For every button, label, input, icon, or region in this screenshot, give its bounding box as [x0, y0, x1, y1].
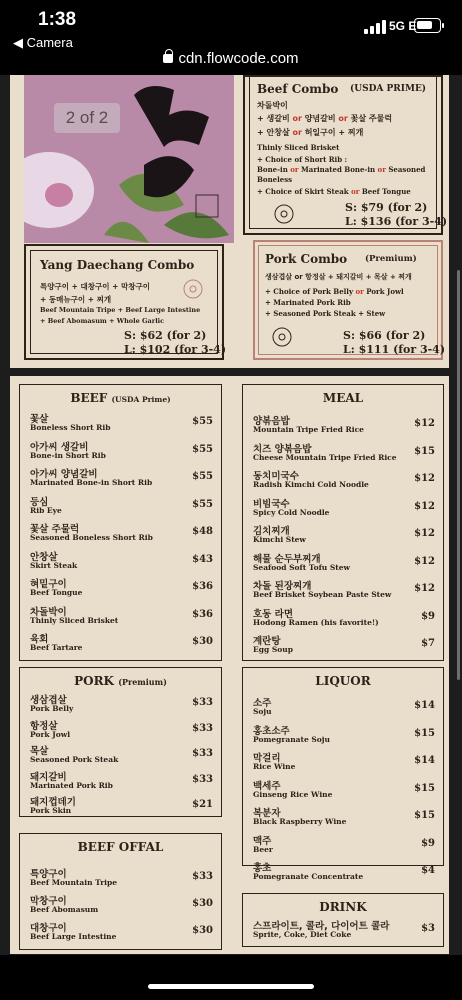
item-korean-name: 김치찌개 — [253, 526, 290, 537]
menu-item — [30, 521, 213, 549]
item-english-name: Rib Eye — [30, 505, 62, 515]
item-price: $3 — [421, 923, 435, 934]
item-korean-name: 등심 — [30, 496, 49, 508]
item-price: $33 — [192, 773, 213, 785]
menu-item — [30, 604, 213, 632]
item-english-name: Bone-in Short Rib — [30, 450, 106, 460]
item-korean-name: 스프라이트, 콜라, 다이어트 콜라 — [253, 921, 390, 932]
pork-combo-card: Pork Combo (Premium) 생삼겹살 or 항정살 + 돼지갈비 + 목살 + 찌개 + Choice of Pork Belly or Pork Jowl + Marinated Pork Rib + Seasoned Pork Steak + Stew S: $66 (for 2) L: $111 (for 3-4) — [253, 240, 443, 360]
home-indicator[interactable] — [148, 984, 314, 989]
beef-offal-title: BEEF OFFAL — [77, 840, 164, 854]
item-korean-name: 돼지껍데기 — [30, 797, 76, 808]
item-price: $55 — [192, 498, 213, 510]
item-english-name: Soju — [253, 707, 272, 716]
yang-daechang-combo-card: Yang Daechang Combo 특양구이 + 대창구이 + 막창구이 + 동매뉴구이 + 찌개 Beef Mountain Tripe + Beef Large Intestine + Beef Abomasum + Whole Garlic S: $62 (for 2) L: $102 (for 3-4) — [24, 244, 224, 360]
pork-combo-title: Pork Combo — [265, 252, 348, 266]
beef-section-title: BEEF — [70, 391, 108, 405]
menu-item — [30, 866, 213, 894]
item-korean-name: 맥주 — [253, 835, 272, 847]
item-english-name: Spicy Cold Noodle — [253, 507, 330, 517]
item-korean-name: 아가씨 양념갈비 — [30, 469, 98, 480]
menu-item — [253, 833, 435, 861]
item-price: $33 — [192, 748, 213, 759]
item-korean-name: 막걸리 — [253, 753, 281, 764]
menu-item — [253, 778, 435, 806]
item-english-name: Marinated Bone-in Short Rib — [30, 478, 153, 487]
item-price: $55 — [192, 471, 213, 482]
web-content[interactable] — [0, 75, 462, 955]
item-english-name: Black Raspberry Wine — [253, 817, 347, 826]
yang-combo-title: Yang Daechang Combo — [40, 258, 195, 272]
item-price: $12 — [414, 500, 435, 512]
item-english-name: Seafood Soft Tofu Stew — [253, 562, 350, 572]
menu-item — [253, 523, 435, 551]
menu-item — [253, 606, 435, 634]
menu-item — [30, 466, 213, 494]
item-english-name: Pork Jowl — [30, 729, 71, 739]
menu-item — [253, 441, 435, 469]
item-korean-name: 혀밑구이 — [30, 579, 67, 590]
item-english-name: Kimchi Stew — [253, 535, 306, 544]
menu-item — [30, 411, 213, 439]
item-korean-name: 대창구이 — [30, 923, 67, 934]
item-price: $33 — [192, 871, 213, 882]
item-korean-name: 계란탕 — [253, 636, 281, 647]
item-price: $15 — [414, 782, 435, 794]
item-english-name: Skirt Steak — [30, 560, 78, 570]
menu-item — [30, 576, 213, 604]
item-price: $15 — [414, 445, 435, 457]
item-korean-name: 생삼겹살 — [30, 695, 67, 706]
menu-item — [253, 860, 435, 888]
item-english-name: Pomegranate Concentrate — [253, 872, 364, 881]
item-korean-name: 호동 라면 — [253, 608, 294, 620]
item-korean-name: 꽃살 주물럭 — [30, 524, 80, 535]
item-english-name: Beef Tongue — [30, 588, 83, 597]
beef-section: BEEF (USDA Prime) 꽃살 Boneless Short Rib $55 아가씨 생갈비 Bone-in Short Rib $55 아가씨 양념갈비 Marinated Bone-in Short Rib $55 등심 Rib Eye $55 꽃살 주물럭 Seasoned Boneless Short Rib $48 안창살 Skirt Steak $43 혀밑구이 Beef Tongue $36 차돌박이 Thinly Sliced Brisket $36 육회 Beef Tartare $30 — [19, 384, 222, 661]
item-english-name: Ginseng Rice Wine — [253, 789, 333, 799]
item-english-name: Beer — [253, 844, 273, 854]
item-english-name: Hodong Ramen (his favorite!) — [253, 617, 379, 627]
item-price: $36 — [192, 581, 213, 592]
item-korean-name: 안창살 — [30, 551, 58, 563]
item-price: $55 — [192, 416, 213, 427]
item-korean-name: 비빔국수 — [253, 498, 290, 510]
item-korean-name: 차돌 된장찌개 — [253, 581, 312, 592]
beef-offal-section — [19, 833, 222, 950]
item-korean-name: 복분자 — [253, 808, 281, 819]
item-price: $33 — [192, 722, 213, 734]
liquor-section-title: LIQUOR — [315, 674, 371, 688]
item-price: $12 — [414, 418, 435, 429]
menu-item — [30, 769, 213, 797]
back-to-camera-link[interactable]: ◀ Camera — [13, 35, 73, 50]
pork-section: PORK (Premium) 생삼겹살 Pork Belly $33 항정살 Pork Jowl $33 목살 Seasoned Pork Steak $33 돼지갈비 Marinated Pork Rib $33 돼지껍데기 Pork Skin $21 — [19, 667, 222, 817]
liquor-section — [242, 667, 444, 881]
item-korean-name: 해물 순두부찌개 — [253, 553, 321, 565]
item-korean-name: 돼지갈비 — [30, 771, 67, 783]
item-english-name: Beef Large Intestine — [30, 932, 117, 941]
item-price: $48 — [192, 526, 213, 537]
item-korean-name: 막창구이 — [30, 896, 67, 907]
item-price: $21 — [192, 799, 213, 810]
meal-section — [242, 384, 444, 661]
item-korean-name: 목살 — [30, 746, 49, 757]
item-price: $14 — [414, 755, 435, 766]
item-english-name: Pork Skin — [30, 806, 72, 815]
menu-item — [30, 494, 213, 522]
item-price: $55 — [192, 443, 213, 455]
menu-item — [30, 794, 213, 822]
item-english-name: Boneless Short Rib — [30, 423, 111, 432]
item-korean-name: 차돌박이 — [30, 606, 67, 618]
drink-section — [242, 893, 444, 947]
menu-item — [253, 695, 435, 723]
item-english-name: Beef Tartare — [30, 643, 83, 652]
item-english-name: Rice Wine — [253, 762, 296, 771]
menu-item — [253, 918, 435, 946]
item-english-name: Seasoned Pork Steak — [30, 755, 119, 764]
address-bar[interactable] — [0, 50, 462, 72]
flower-icon — [267, 324, 297, 350]
menu-item — [253, 496, 435, 524]
scrollbar[interactable] — [457, 270, 460, 680]
beef-combo-card: Beef Combo (USDA PRIME) 차돌박이 + 생갈비 or 양념갈비 or 꽃살 주물럭 + 안창살 or 허일구이 + 찌개 Thinly Sliced Brisket + Choice of Short Rib : Bone-in or Marinated Bone-in or Seasoned Boneless + Choice of Skirt Steak or Beef Tongue S: $79 (for 2) L: $136 (for 3-4) — [243, 75, 443, 235]
item-korean-name: 아가씨 생갈비 — [30, 441, 89, 453]
item-korean-name: 치즈 양볶음밥 — [253, 443, 312, 455]
url-text: cdn.flowcode.com — [178, 50, 299, 67]
drink-section-title: DRINK — [319, 900, 367, 914]
battery-icon — [414, 18, 441, 33]
clock: 1:38 — [38, 9, 77, 30]
item-english-name: Egg Soup — [253, 645, 293, 654]
item-korean-name: 육회 — [30, 634, 49, 645]
item-english-name: Beef Abomasum — [30, 905, 99, 914]
item-korean-name: 홍초 — [253, 863, 272, 874]
item-english-name: Sprite, Coke, Diet Coke — [253, 930, 352, 939]
signal-icon — [364, 20, 386, 34]
menu-item — [30, 920, 213, 948]
item-price: $9 — [421, 610, 435, 622]
network-label: 5G E — [389, 19, 417, 33]
item-price: $30 — [192, 925, 213, 936]
item-english-name: Cheese Mountain Tripe Fried Rice — [253, 452, 397, 462]
menu-item — [30, 692, 213, 720]
item-price: $36 — [192, 608, 213, 620]
item-price: $30 — [192, 898, 213, 909]
menu-item — [30, 439, 213, 467]
item-price: $43 — [192, 553, 213, 565]
item-english-name: Seasoned Boneless Short Rib — [30, 533, 153, 542]
item-price: $14 — [414, 700, 435, 711]
item-price: $12 — [414, 555, 435, 567]
menu-item — [30, 893, 213, 921]
item-price: $12 — [414, 473, 435, 484]
page-indicator: 2 of 2 — [54, 103, 120, 133]
menu-item — [30, 631, 213, 659]
menu-item — [253, 413, 435, 441]
item-korean-name: 양볶음밥 — [253, 416, 290, 427]
item-english-name: Thinly Sliced Brisket — [30, 615, 119, 625]
flower-icon — [176, 276, 210, 302]
menu-item — [253, 633, 435, 661]
item-price: $33 — [192, 697, 213, 708]
item-english-name: Beef Mountain Tripe — [30, 878, 118, 887]
item-price: $7 — [421, 638, 435, 649]
item-price: $15 — [414, 810, 435, 821]
item-korean-name: 소주 — [253, 698, 272, 709]
item-korean-name: 동치미국수 — [253, 471, 299, 482]
menu-item — [253, 551, 435, 579]
item-price: $12 — [414, 528, 435, 539]
menu-item — [30, 743, 213, 771]
item-korean-name: 특양구이 — [30, 869, 67, 880]
lock-icon — [163, 54, 173, 63]
menu-page-combos — [10, 75, 449, 368]
menu-item — [30, 718, 213, 746]
item-price: $12 — [414, 583, 435, 594]
status-bar — [0, 0, 462, 54]
item-korean-name: 꽃살 — [30, 414, 49, 425]
item-english-name: Marinated Pork Rib — [30, 780, 113, 790]
item-english-name: Mountain Tripe Fried Rice — [253, 425, 364, 434]
item-price: $30 — [192, 636, 213, 647]
menu-item — [253, 805, 435, 833]
menu-item — [253, 468, 435, 496]
item-price: $4 — [421, 865, 435, 876]
item-price: $15 — [414, 727, 435, 739]
item-english-name: Pomegranate Soju — [253, 734, 330, 744]
flower-icon — [267, 201, 301, 227]
calligraphy-artwork — [24, 75, 234, 243]
menu-item — [253, 750, 435, 778]
item-korean-name: 백세주 — [253, 780, 281, 792]
hibiscus-logo-image — [24, 75, 234, 243]
menu-item — [253, 578, 435, 606]
item-korean-name: 항정살 — [30, 720, 58, 732]
item-english-name: Beef Brisket Soybean Paste Stew — [253, 590, 392, 599]
meal-section-title: MEAL — [322, 391, 364, 405]
beef-combo-title: Beef Combo — [257, 82, 339, 96]
menu-item — [30, 549, 213, 577]
menu-page-a-la-carte — [10, 376, 449, 954]
item-english-name: Pork Belly — [30, 704, 74, 713]
item-korean-name: 홍초소주 — [253, 725, 290, 737]
item-price: $9 — [421, 837, 435, 849]
pork-section-title: PORK — [74, 674, 114, 688]
menu-item — [253, 723, 435, 751]
item-english-name: Radish Kimchi Cold Noodle — [253, 480, 369, 489]
